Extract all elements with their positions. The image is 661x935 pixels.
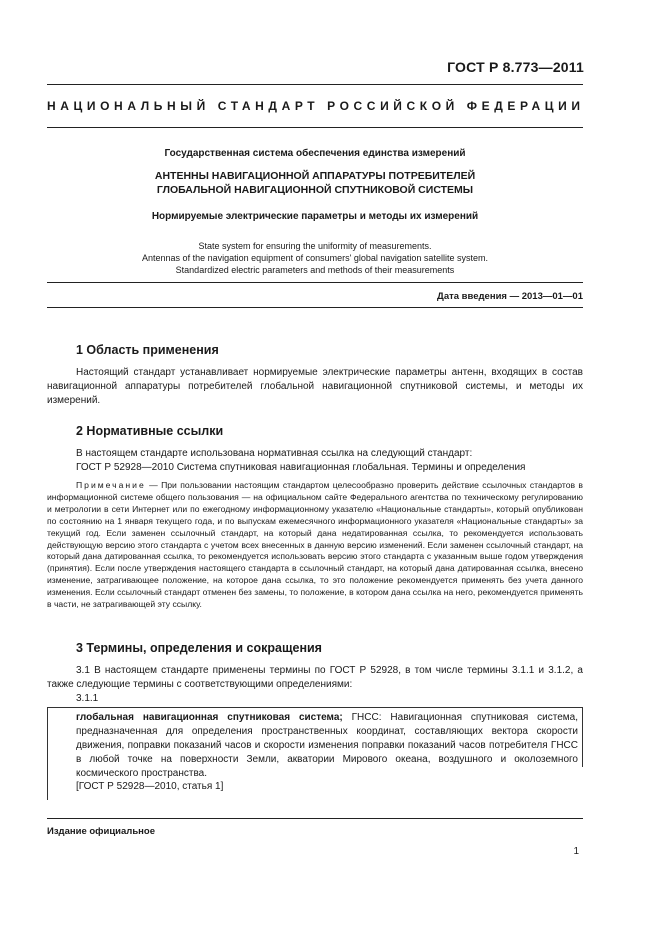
body-divider xyxy=(47,307,583,308)
date-divider xyxy=(47,282,583,283)
term-definition xyxy=(76,711,578,781)
page-number: 1 xyxy=(573,846,579,857)
note-label: Примечание xyxy=(76,480,146,490)
section1-heading: 1 Область применения xyxy=(76,343,219,357)
section1-text: Настоящий стандарт устанавливает нормируемые электрические параметры антенн, входящих в состав навигационной аппаратуры потребителей глобальной навигационной спутниковой системы, и методы их измерений. xyxy=(47,367,583,406)
section3-heading: 3 Термины, определения и сокращения xyxy=(76,641,322,655)
term-box-right-edge xyxy=(582,707,583,767)
footer-divider xyxy=(47,818,583,819)
term-description: ГНСС: Навигационная спутниковая система, предназначенная для определения пространственных координат, составляющих вектора скорости движения, поправки показаний часов и скорости изменения поправки показаний часов потребителя ГНСС в любой точке на поверхности Земли, акватории Мирового океана, воздушного и околоземного космического пространства. xyxy=(76,712,578,779)
term-source: [ГОСТ Р 52928—2010, статья 1] xyxy=(76,781,224,792)
note-text: — При пользовании настоящим стандартом целесообразно проверить действие ссылочных стандартов в информационной системе общего пользования — на официальном сайте Федерального агентства по техническому регулированию и метрологии в сети Интернет или по ежегодному информационному указателю «Национальные стандарты», который опубликован по состоянию на 1 января текущего года, и по выпускам ежемесячного информационного указателя «Национальные стандарты» за текущий год. Если заменен ссылочный стандарт, на который дана недатированная ссылка, то рекомендуется использовать действующую версию этого стандарта с учетом всех внесенных в данную версию изменений. Если заменен ссылочный стандарт, на который дана датированная ссылка, то рекомендуется использовать версию этого стандарта с указанным выше годом утверждения (принятия). Если после утверждения настоящего стандарта в ссылочный стандарт, на который дана датированная ссылка, внесено изменение, затрагивающее положение, на которое дана ссылка, то это положение рекомендуется применять без учета данного изменения. Если ссылочный стандарт отменен без замены, то положение, в котором дана ссылка на него, рекомендуется применять в части, не затрагивающей эту ссылку. xyxy=(47,480,583,610)
subtitle: Нормируемые электрические параметры и методы их измерений xyxy=(151,211,479,222)
main-title-line1: АНТЕННЫ НАВИГАЦИОННОЙ АППАРАТУРЫ ПОТРЕБИТЕЛЕЙ xyxy=(154,170,476,182)
section2-note xyxy=(47,480,583,611)
gost-number: ГОСТ Р 8.773—2011 xyxy=(447,59,584,75)
edition-label: Издание официальное xyxy=(47,826,155,837)
main-title xyxy=(47,169,583,197)
main-title-line2: ГЛОБАЛЬНОЙ НАВИГАЦИОННОЙ СПУТНИКОВОЙ СИСТЕМЫ xyxy=(156,184,474,196)
english-title-line2: Antennas of the navigation equipment of consumers' global navigation satellite system. xyxy=(142,253,488,263)
title-divider xyxy=(47,127,583,128)
section2-text1: В настоящем стандарте использована нормативная ссылка на следующий стандарт: xyxy=(76,448,473,459)
term-name: глобальная навигационная спутниковая система; xyxy=(76,712,343,723)
english-title-line3: Standardized electric parameters and methods of their measurements xyxy=(175,265,455,275)
introduction-date: Дата введения — 2013—01—01 xyxy=(437,291,583,302)
header-divider xyxy=(47,84,583,85)
section3-item-number: 3.1.1 xyxy=(76,693,99,704)
national-standard-heading: НАЦИОНАЛЬНЫЙ СТАНДАРТ РОССИЙСКОЙ ФЕДЕРАЦИИ xyxy=(47,99,585,113)
english-title-line1: State system for ensuring the uniformity of measurements. xyxy=(198,241,432,251)
section3-text1: 3.1 В настоящем стандарте применены термины по ГОСТ Р 52928, в том числе термины 3.1.1 и 3.1.2, а также следующие термины с соответствующими определениями: xyxy=(47,665,583,690)
section2-text2: ГОСТ Р 52928—2010 Система спутниковая навигационная глобальная. Термины и определения xyxy=(76,462,526,473)
section2-heading: 2 Нормативные ссылки xyxy=(76,424,224,438)
english-title xyxy=(47,240,583,276)
system-title: Государственная система обеспечения единства измерений xyxy=(164,148,466,159)
